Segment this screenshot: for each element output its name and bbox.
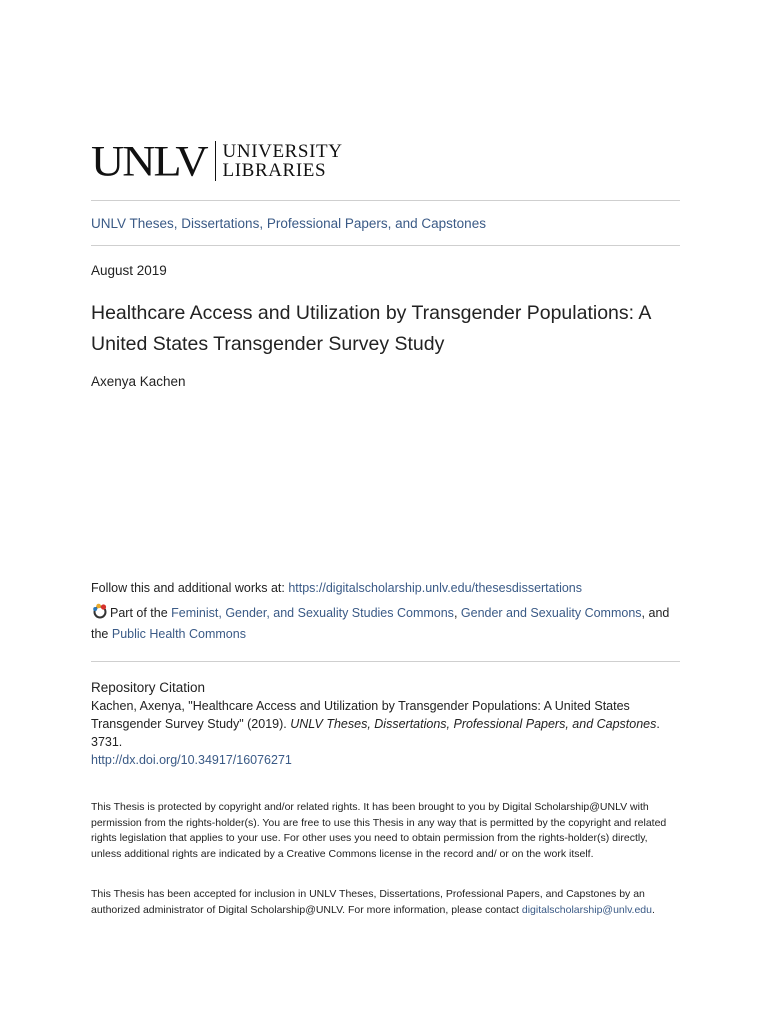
part-of-separator-and: , and the [91,606,670,641]
divider-citation [91,661,680,662]
acceptance-statement [91,887,676,918]
follow-url-link[interactable]: https://digitalscholarship.unlv.edu/thesesdissertations [288,581,583,595]
logo-divider [215,141,216,181]
rights-statement: This Thesis is protected by copyright and/or related rights. It has been brought to you by Digital Scholarship@UNLV with permission from the rights-holder(s). You are free to use this Thesis in any way that is permitted by the copyright and related rights legislation that applies to your use. For other uses you need to obtain permission from the rights-holder(s) directly, unless additional rights are indicated by a Creative Commons license in the record and/ or on the work itself. [91,801,667,860]
publication-date: August 2019 [91,263,167,278]
contact-email-link[interactable]: digitalscholarship@unlv.edu [521,903,652,916]
citation-series: UNLV Theses, Dissertations, Professional Papers, and Capstones [290,717,657,731]
follow-prefix: Follow this and additional works at: [91,581,289,595]
citation-number: . 3731. [91,717,660,749]
document-title: Healthcare Access and Utilization by Transgender Populations: A United States Transgender Survey Study [91,302,651,355]
author-name[interactable]: Axenya Kachen [91,374,186,389]
doi-link[interactable]: http://dx.doi.org/10.34917/16076271 [91,753,292,767]
acceptance-text: This Thesis has been accepted for inclusion in UNLV Theses, Dissertations, Professional Papers, and Capstones by an authorized administrator of Digital Scholarship@UNLV. For more information, please contact [91,888,645,916]
logo-line-university: UNIVERSITY [222,141,343,162]
logo-line-libraries: LIBRARIES [222,160,327,181]
unlv-libraries-logo[interactable] [91,136,343,185]
repository-citation [91,697,681,769]
logo-wordmark [223,142,343,180]
part-of-separator: , [453,606,461,620]
commons-link-public-health[interactable]: Public Health Commons [111,627,246,641]
follow-line [91,581,582,595]
series-link[interactable]: UNLV Theses, Dissertations, Professional Papers, and Capstones [91,216,486,231]
commons-link-gender-sexuality[interactable]: Gender and Sexuality Commons [460,606,642,620]
bepress-commons-network-icon [91,603,109,621]
repository-citation-heading: Repository Citation [91,680,206,695]
logo-mark: UNLV [91,136,207,185]
divider-top [91,200,680,201]
part-of-prefix: Part of the [110,606,172,620]
part-of-commons [91,603,681,645]
citation-text: Kachen, Axenya, "Healthcare Access and Utilization by Transgender Populations: A United States Transgender Survey Study" (2019). [91,699,630,731]
divider-series [91,245,680,246]
acceptance-end: . [651,903,655,916]
commons-link-feminist-gender-sexuality[interactable]: Feminist, Gender, and Sexuality Studies Commons [171,606,454,620]
